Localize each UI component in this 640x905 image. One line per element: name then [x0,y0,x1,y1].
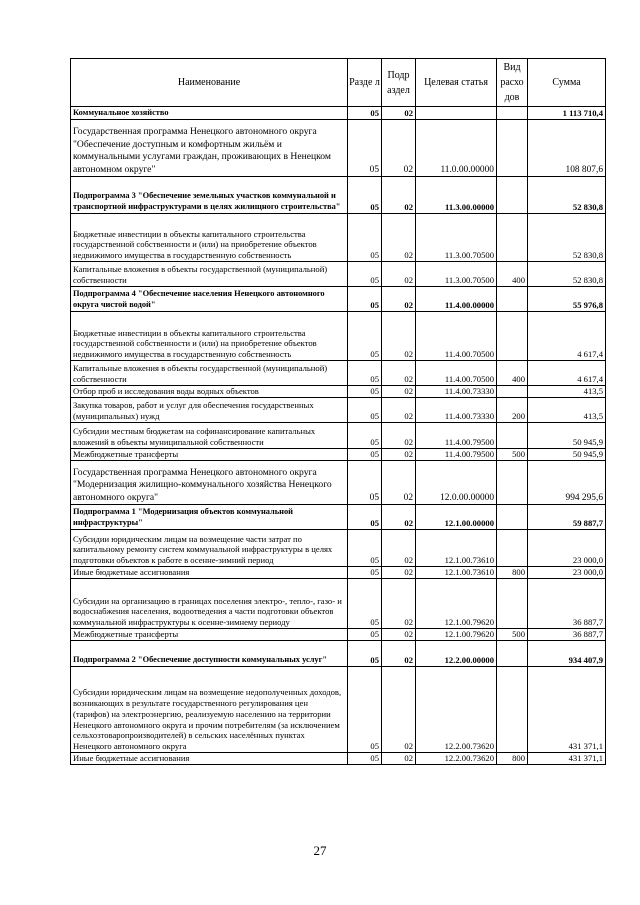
row-sum: 52 830,8 [528,214,606,262]
row-subsection: 02 [382,386,416,398]
row-kind [497,386,528,398]
row-subsection: 02 [382,667,416,753]
row-section: 05 [348,177,382,214]
table-row [71,667,606,753]
table-row [71,177,606,214]
row-section: 05 [348,398,382,423]
row-subsection: 02 [382,449,416,461]
row-target: 12.1.00.79620 [416,629,497,641]
row-kind [497,579,528,629]
row-section: 05 [348,449,382,461]
row-section: 05 [348,461,382,505]
row-target: 11.3.00.70500 [416,262,497,287]
row-target: 12.1.00.73610 [416,567,497,579]
row-sum: 1 113 710,4 [528,107,606,120]
row-sum: 36 887,7 [528,629,606,641]
row-subsection: 02 [382,398,416,423]
row-kind [497,641,528,667]
row-subsection: 02 [382,567,416,579]
row-name: Отбор проб и исследования воды водных объектов [71,386,348,398]
row-kind [497,423,528,449]
table-row [71,530,606,567]
row-target: 12.1.00.79620 [416,579,497,629]
table-row [71,386,606,398]
row-name: Закупка товаров, работ и услуг для обеспечения государственных (муниципальных) нужд [71,398,348,423]
row-section: 05 [348,214,382,262]
row-sum: 994 295,6 [528,461,606,505]
row-section: 05 [348,753,382,765]
row-kind: 800 [497,753,528,765]
row-section: 05 [348,423,382,449]
row-sum: 52 830,8 [528,262,606,287]
row-target [416,107,497,120]
row-section: 05 [348,107,382,120]
row-sum: 52 830,8 [528,177,606,214]
table-row [71,505,606,530]
row-subsection: 02 [382,461,416,505]
row-name: Капитальные вложения в объекты государственной (муниципальной) собственности [71,361,348,386]
table-row [71,214,606,262]
row-section: 05 [348,262,382,287]
row-name: Субсидии местным бюджетам на софинансирование капитальных вложений в объекты муниципальной собственности [71,423,348,449]
row-section: 05 [348,530,382,567]
table-row [71,287,606,312]
row-sum: 413,5 [528,386,606,398]
table-row [71,753,606,765]
row-target: 12.2.00.73620 [416,667,497,753]
row-target: 12.2.00.00000 [416,641,497,667]
row-name: Подпрограмма 3 "Обеспечение земельных участков коммунальной и транспортной инфраструктурами в целях жилищного строительства" [71,177,348,214]
row-name: Иные бюджетные ассигнования [71,567,348,579]
row-kind [497,287,528,312]
row-kind: 400 [497,361,528,386]
table-row [71,641,606,667]
row-sum: 4 617,4 [528,312,606,361]
row-subsection: 02 [382,753,416,765]
header-subsection: Подр аздел [382,59,416,107]
row-target: 11.3.00.00000 [416,177,497,214]
row-sum: 431 371,1 [528,753,606,765]
budget-table [70,58,606,765]
row-subsection: 02 [382,641,416,667]
row-target: 11.4.00.70500 [416,361,497,386]
row-sum: 108 807,6 [528,120,606,177]
row-section: 05 [348,567,382,579]
row-section: 05 [348,641,382,667]
row-target: 11.4.00.73330 [416,386,497,398]
row-sum: 50 945,9 [528,423,606,449]
row-kind [497,667,528,753]
row-name: Подпрограмма 1 "Модернизация объектов коммунальной инфраструктуры" [71,505,348,530]
row-name: Бюджетные инвестиции в объекты капитального строительства государственной собственности и (или) на приобретение объектов недвижимого имущества в государственную собственность [71,312,348,361]
row-subsection: 02 [382,214,416,262]
row-subsection: 02 [382,107,416,120]
header-sum: Сумма [528,59,606,107]
row-name: Бюджетные инвестиции в объекты капитального строительства государственной собственности и (или) на приобретение объектов недвижимого имущества в государственную собственность [71,214,348,262]
row-kind: 800 [497,567,528,579]
row-section: 05 [348,579,382,629]
row-target: 12.0.00.00000 [416,461,497,505]
row-name: Иные бюджетные ассигнования [71,753,348,765]
row-section: 05 [348,629,382,641]
row-name: Капитальные вложения в объекты государственной (муниципальной) собственности [71,262,348,287]
row-kind: 500 [497,449,528,461]
row-kind [497,214,528,262]
row-name: Подпрограмма 2 "Обеспечение доступности коммунальных услуг" [71,641,348,667]
row-target: 11.4.00.70500 [416,312,497,361]
row-sum: 55 976,8 [528,287,606,312]
row-name: Межбюджетные трансферты [71,629,348,641]
row-kind: 400 [497,262,528,287]
row-section: 05 [348,361,382,386]
row-section: 05 [348,287,382,312]
row-name: Субсидии на организацию в границах поселения электро-, тепло-, газо- и водоснабжения населения, водоотведения а части подготовки объектов коммунальной инфраструктуры к осенне-зимнему периоду [71,579,348,629]
table-row [71,262,606,287]
row-subsection: 02 [382,423,416,449]
row-name: Субсидии юридическим лицам на возмещение недополученных доходов, возникающих в результате государственного регулирования цен (тарифов) на электроэнергию, реализуемую населению на территории Ненецкого автономного округа и прочим потребителям (за исключением сельхозтоваропроизводителей) в сельских населённых пунктах Ненецкого автономного округа [71,667,348,753]
row-name: Субсидии юридическим лицам на возмещение части затрат по капитальному ремонту систем коммунальной инфраструктуры в целях подготовки объектов к работе в осенне-зимний период [71,530,348,567]
row-section: 05 [348,505,382,530]
row-kind [497,107,528,120]
row-kind [497,461,528,505]
header-kind: Вид расхо дов [497,59,528,107]
table-body [71,107,606,765]
row-sum: 23 000,0 [528,567,606,579]
row-section: 05 [348,386,382,398]
row-name: Коммунальное хозяйство [71,107,348,120]
row-subsection: 02 [382,505,416,530]
table-row [71,423,606,449]
row-kind: 500 [497,629,528,641]
row-name: Подпрограмма 4 "Обеспечение населения Ненецкого автономного округа чистой водой" [71,287,348,312]
row-sum: 50 945,9 [528,449,606,461]
row-target: 11.4.00.73330 [416,398,497,423]
row-subsection: 02 [382,579,416,629]
table-row [71,567,606,579]
row-sum: 36 887,7 [528,579,606,629]
header-section: Разде л [348,59,382,107]
row-target: 11.3.00.70500 [416,214,497,262]
row-subsection: 02 [382,177,416,214]
row-section: 05 [348,120,382,177]
row-section: 05 [348,312,382,361]
row-subsection: 02 [382,120,416,177]
table-row [71,449,606,461]
row-target: 12.1.00.00000 [416,505,497,530]
header-name: Наименование [71,59,348,107]
row-name: Межбюджетные трансферты [71,449,348,461]
row-target: 11.0.00.00000 [416,120,497,177]
row-sum: 23 000,0 [528,530,606,567]
row-kind [497,177,528,214]
row-kind [497,530,528,567]
row-kind [497,505,528,530]
row-sum: 413,5 [528,398,606,423]
row-subsection: 02 [382,262,416,287]
row-target: 11.4.00.79500 [416,449,497,461]
table-header [71,59,606,107]
table-row [71,107,606,120]
table-row [71,398,606,423]
row-sum: 934 407,9 [528,641,606,667]
header-target: Целевая статья [416,59,497,107]
row-section: 05 [348,667,382,753]
row-kind [497,120,528,177]
row-subsection: 02 [382,629,416,641]
row-name: Государственная программа Ненецкого автономного округа "Обеспечение доступным и комфортным жильём и коммунальными услугами граждан, проживающих в Ненецком автономном округе" [71,120,348,177]
row-kind: 200 [497,398,528,423]
table-row [71,120,606,177]
row-name: Государственная программа Ненецкого автономного округа "Модернизация жилищно-коммунального хозяйства Ненецкого автономного округа" [71,461,348,505]
row-subsection: 02 [382,287,416,312]
table-row [71,312,606,361]
page-number: 27 [313,843,327,858]
table-row [71,361,606,386]
row-target: 12.1.00.73610 [416,530,497,567]
row-subsection: 02 [382,312,416,361]
table-row [71,461,606,505]
table-row [71,579,606,629]
row-kind [497,312,528,361]
row-target: 12.2.00.73620 [416,753,497,765]
row-subsection: 02 [382,361,416,386]
row-subsection: 02 [382,530,416,567]
table-row [71,629,606,641]
row-sum: 59 887,7 [528,505,606,530]
row-target: 11.4.00.00000 [416,287,497,312]
row-sum: 4 617,4 [528,361,606,386]
row-sum: 431 371,1 [528,667,606,753]
row-target: 11.4.00.79500 [416,423,497,449]
